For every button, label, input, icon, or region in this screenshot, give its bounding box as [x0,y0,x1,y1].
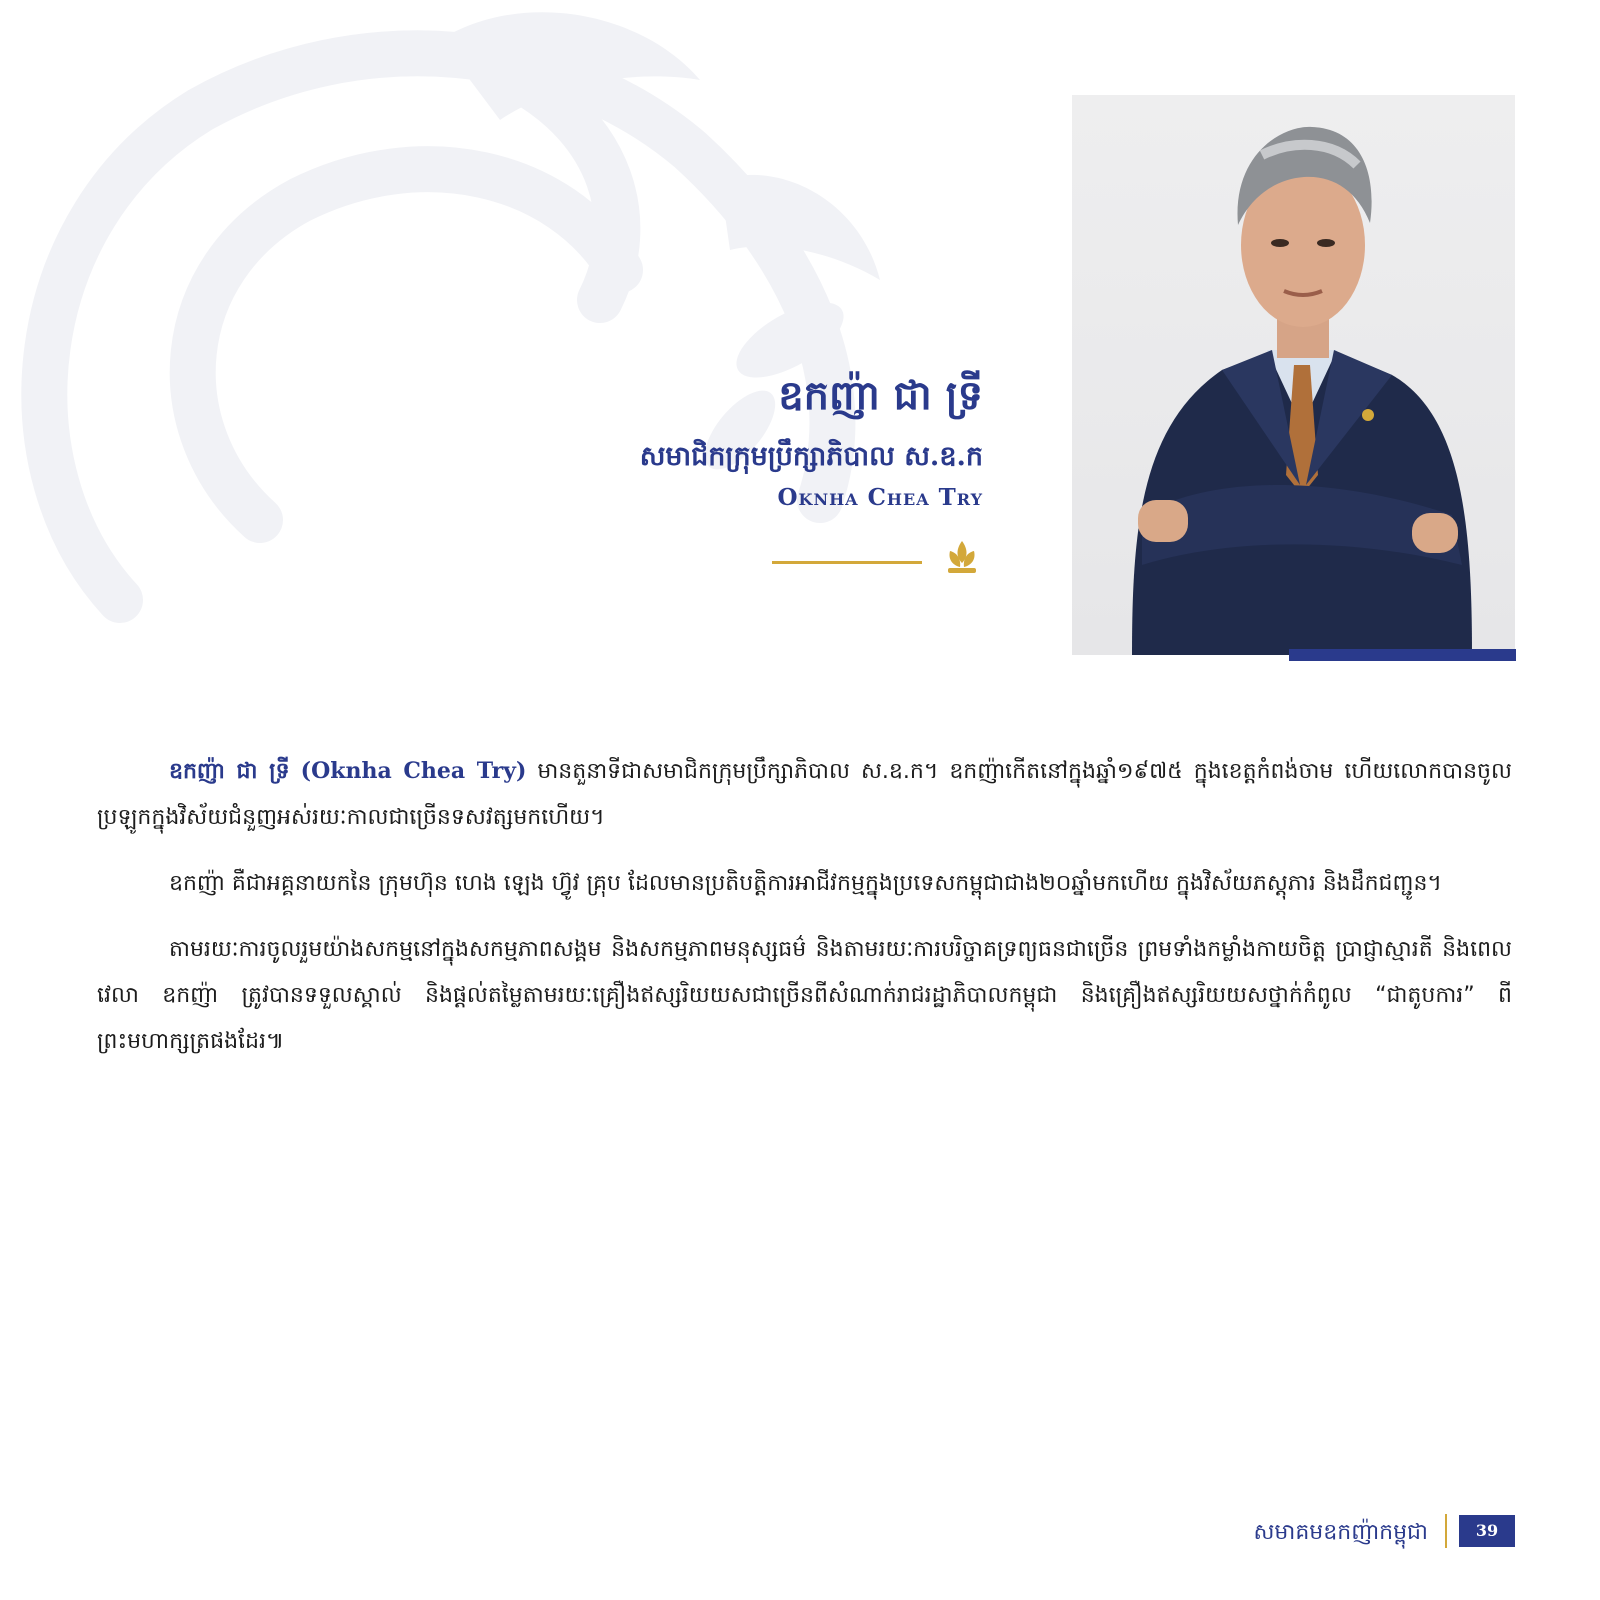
footer-org-name: សមាគមឧកញ៉ាកម្ពុជា [1253,1520,1428,1545]
portrait-illustration [1072,95,1515,655]
watermark-emblem [0,0,920,700]
profile-role-kh: សមាជិកក្រុមប្រឹក្សាភិបាល ស.ឧ.ក [639,441,983,472]
bio-lead-name: ឧកញ៉ា ជា ទ្រី [169,759,290,784]
bio-paragraph-1-text: មានតួនាទីជាសមាជិកក្រុមប្រឹក្សាភិបាល ស.ឧ.ក។ ឧកញ៉ាកើតនៅក្នុងឆ្នាំ១៩៧៥ ក្នុងខេត្តកំពង់ចាម ហើយលោកបានចូលប្រឡូកក្នុងវិស័យជំនួញអស់រយៈកាលជាច្រើនទសវត្សមកហើយ។ [97,759,1512,830]
portrait-photo [1072,95,1515,655]
bio-paragraph-3: តាមរយៈការចូលរួមយ៉ាងសកម្មនៅក្នុងសកម្មភាពសង្គម និងសកម្មភាពមនុស្សធម៌ និងតាមរយៈការបរិច្ចាគទ្រព្យធនជាច្រើន ព្រមទាំងកម្លាំងកាយចិត្ត ប្រាជ្ញាស្មារតី និងពេលវេលា ឧកញ៉ា ត្រូវបានទទួលស្គាល់ និងផ្តល់តម្លៃតាមរយៈគ្រឿងឥស្សរិយយសជាច្រើនពីសំណាក់រាជរដ្ឋាភិបាលកម្ពុជា និងគ្រឿងឥស្សរិយយសថ្នាក់កំពូល “ជាតូបការ” ពីព្រះមហាក្សត្រផងដែរ៕ [97,937,1512,1054]
bio-paragraph-1 [97,748,1512,841]
biography-text [97,748,1512,1085]
bio-paragraph-2: ឧកញ៉ា គឺជាអគ្គនាយកនៃ ក្រុមហ៊ុន ហេង ឡេង ហ៊្វូវ គ្រុប ដែលមានប្រតិបត្តិការអាជីវកម្មក្នុងប្រទេសកម្ពុជាជាង២០ឆ្នាំមកហើយ ក្នុងវិស័យភស្តុភារ និងដឹកជញ្ជូន។ [169,871,1442,896]
footer-separator [1445,1514,1447,1548]
photo-accent-bar [1289,649,1516,661]
profile-name-en: Oknha Chea Try [777,484,983,511]
page-number: 39 [1459,1515,1515,1547]
bio-lead-name-en: (Oknha Chea Try) [300,758,527,784]
lotus-ornament-icon [942,537,982,577]
gold-divider [772,561,922,564]
profile-name-kh: ឧកញ៉ា ជា ទ្រី [778,372,983,419]
